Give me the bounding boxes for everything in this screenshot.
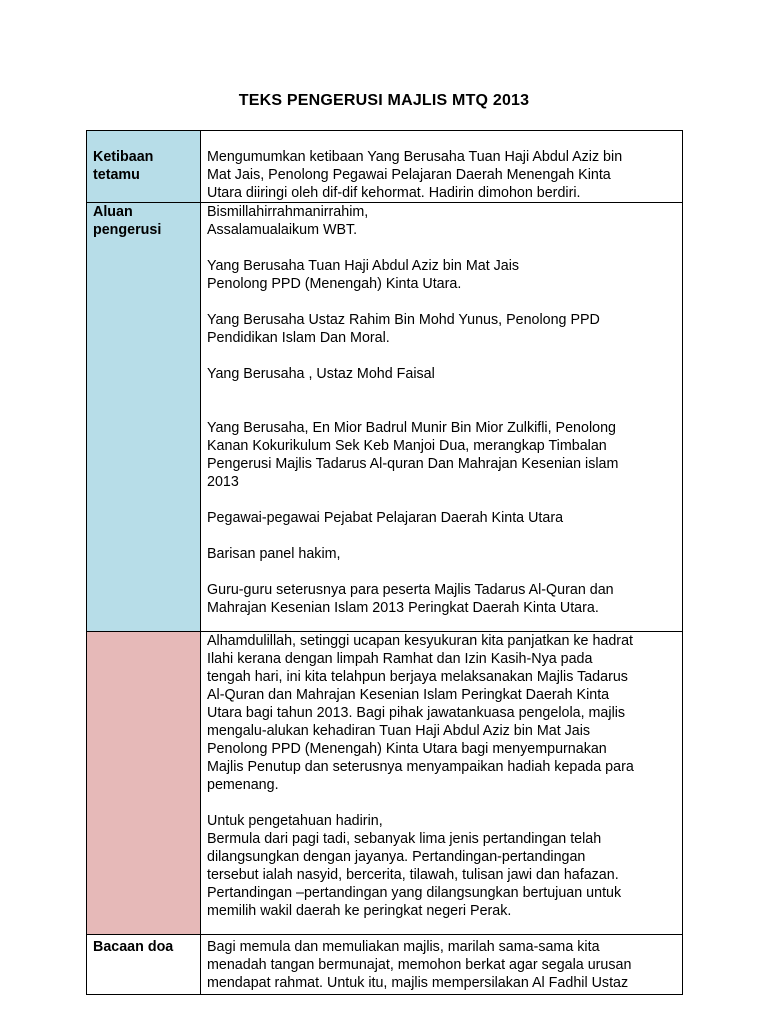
row-label-cell — [87, 203, 201, 632]
paragraph — [207, 632, 676, 794]
row-label: Ketibaan tetamu — [93, 149, 154, 183]
text-line: mendapat rahmat. Untuk itu, majlis mempersilakan Al Fadhil Ustaz — [207, 975, 629, 991]
table-row — [87, 131, 683, 203]
text-line: Kanan Kokurikulum Sek Keb Manjoi Dua, merangkap Timbalan — [207, 438, 607, 454]
text-line: Mat Jais, Penolong Pegawai Pelajaran Daerah Menengah Kinta — [207, 167, 611, 183]
paragraph — [207, 203, 676, 239]
text-line: dilangsungkan dengan jayanya. Pertandingan-pertandingan — [207, 849, 586, 865]
text-line: Alhamdulillah, setinggi ucapan kesyukuran kita panjatkan ke hadrat — [207, 633, 633, 649]
text-line: Pegawai-pegawai Pejabat Pelajaran Daerah Kinta Utara — [207, 510, 564, 526]
text-line: Bagi memula dan memuliakan majlis, marilah sama-sama kita — [207, 939, 600, 955]
text-line: tersebut ialah nasyid, bercerita, tilawah, tulisan jawi dan hafazan. — [207, 867, 619, 883]
row-content — [201, 935, 682, 992]
text-line: 2013 — [207, 474, 239, 490]
text-line: Ilahi kerana dengan limpah Ramhat dan Izin Kasih-Nya pada — [207, 651, 593, 667]
row-content — [201, 632, 682, 920]
text-line: Yang Berusaha , Ustaz Mohd Faisal — [207, 366, 435, 382]
table-row — [87, 935, 683, 995]
paragraph — [207, 581, 676, 617]
row-content — [201, 203, 682, 617]
text-line: Bismillahirrahmanirrahim, — [207, 204, 369, 220]
text-line: Pertandingan –pertandingan yang dilangsungkan bertujuan untuk — [207, 885, 622, 901]
paragraph — [207, 938, 676, 992]
row-label-cell — [87, 935, 201, 995]
text-line: menadah tangan bermunajat, memohon berkat agar segala urusan — [207, 957, 632, 973]
text-line: Mengumumkan ketibaan Yang Berusaha Tuan Haji Abdul Aziz bin — [207, 149, 623, 165]
text-line: pemenang. — [207, 777, 279, 793]
text-line: Utara bagi tahun 2013. Bagi pihak jawatankuasa pengelola, majlis — [207, 705, 626, 721]
table-row — [87, 632, 683, 935]
document-title: TEKS PENGERUSI MAJLIS MTQ 2013 — [238, 92, 530, 109]
text-line: Penolong PPD (Menengah) Kinta Utara. — [207, 276, 462, 292]
row-label: Bacaan doa — [93, 939, 174, 955]
text-line: tengah hari, ini kita telahpun berjaya melaksanakan Majlis Tadarus — [207, 669, 628, 685]
paragraph — [207, 545, 676, 563]
text-line: Pengerusi Majlis Tadarus Al-quran Dan Mahrajan Kesenian islam — [207, 456, 619, 472]
paragraph — [207, 812, 676, 920]
text-line: Bermula dari pagi tadi, sebanyak lima jenis pertandingan telah — [207, 831, 602, 847]
paragraph — [207, 311, 676, 347]
text-line: Penolong PPD (Menengah) Kinta Utara bagi menyempurnakan — [207, 741, 607, 757]
text-line: mengalu-alukan kehadiran Tuan Haji Abdul Aziz bin Mat Jais — [207, 723, 591, 739]
row-content — [201, 131, 682, 202]
text-line: Guru-guru seterusnya para peserta Majlis Tadarus Al-Quran dan — [207, 582, 614, 598]
row-content-cell — [201, 203, 683, 632]
paragraph — [207, 148, 676, 202]
row-content-cell — [201, 131, 683, 203]
text-line: Barisan panel hakim, — [207, 546, 341, 562]
row-content-cell — [201, 935, 683, 995]
table-row — [87, 203, 683, 632]
text-line: Untuk pengetahuan hadirin, — [207, 813, 383, 829]
text-line: Yang Berusaha Tuan Haji Abdul Aziz bin Mat Jais — [207, 258, 520, 274]
paragraph — [207, 419, 676, 491]
text-line: Al-Quran dan Mahrajan Kesenian Islam Peringkat Daerah Kinta — [207, 687, 610, 703]
row-label: Aluan pengerusi — [93, 204, 162, 238]
paragraph — [207, 365, 676, 383]
text-line: Utara diiringi oleh dif-dif kehormat. Hadirin dimohon berdiri. — [207, 185, 581, 201]
text-line: Yang Berusaha, En Mior Badrul Munir Bin Mior Zulkifli, Penolong — [207, 420, 616, 436]
paragraph — [207, 257, 676, 293]
text-line: Yang Berusaha Ustaz Rahim Bin Mohd Yunus, Penolong PPD — [207, 312, 600, 328]
text-line: Pendidikan Islam Dan Moral. — [207, 330, 390, 346]
row-label-cell — [87, 131, 201, 203]
text-line: memilih wakil daerah ke peringkat negeri Perak. — [207, 903, 512, 919]
row-label-cell — [87, 632, 201, 935]
text-line: Mahrajan Kesenian Islam 2013 Peringkat Daerah Kinta Utara. — [207, 600, 599, 616]
text-line: Majlis Penutup dan seterusnya menyampaikan hadiah kepada para — [207, 759, 634, 775]
agenda-table — [86, 130, 683, 995]
row-content-cell — [201, 632, 683, 935]
text-line: Assalamualaikum WBT. — [207, 222, 358, 238]
paragraph — [207, 509, 676, 527]
